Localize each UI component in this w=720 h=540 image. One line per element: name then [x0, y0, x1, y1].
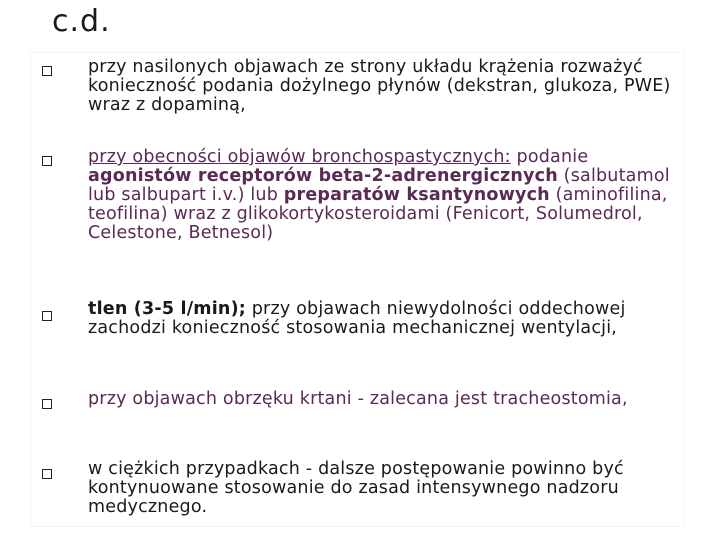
bullet-square-icon	[42, 311, 52, 321]
text-segment: (salbutamol lub salbupart i.v.) lub	[88, 166, 670, 205]
bullet-text: przy nasilonych objawach ze strony układu krążenia rozważyć konieczność podania dożylnego płynów (dekstran, glukoza, PWE) wraz z dopaminą,	[88, 57, 671, 115]
bullet-square-icon	[42, 469, 52, 479]
bold-term: tlen (3-5 l/min);	[88, 299, 246, 319]
text-segment: (aminofilina, teofilina) wraz z glikokortykosteroidami (Fenicort, Solumedrol, Celestone, Betnesol)	[88, 185, 668, 243]
bullet-square-icon	[42, 156, 52, 166]
content-area	[30, 52, 685, 527]
bullet-square-icon	[42, 66, 52, 76]
bold-term: agonistów receptorów beta-2-adrenergicznych	[88, 166, 558, 186]
bullet-text	[88, 300, 682, 338]
bronchospasm-link[interactable]: przy obecności objawów bronchospastycznych:	[88, 147, 511, 167]
bold-term: preparatów ksantynowych	[283, 185, 550, 205]
bullet-square-icon	[42, 399, 52, 409]
slide-title: c.d.	[52, 4, 111, 39]
bullet-text: w ciężkich przypadkach - dalsze postępowanie powinno być kontynuowane stosowanie do zasad intensywnego nadzoru medycznego.	[88, 459, 624, 517]
text-segment: przy objawach niewydolności oddechowej zachodzi konieczność stosowania mechanicznej wentylacji,	[88, 299, 626, 338]
bullet-text: przy objawach obrzęku krtani - zalecana jest tracheostomia,	[88, 389, 628, 409]
text-segment: podanie	[510, 147, 589, 167]
bullet-text	[88, 148, 682, 243]
